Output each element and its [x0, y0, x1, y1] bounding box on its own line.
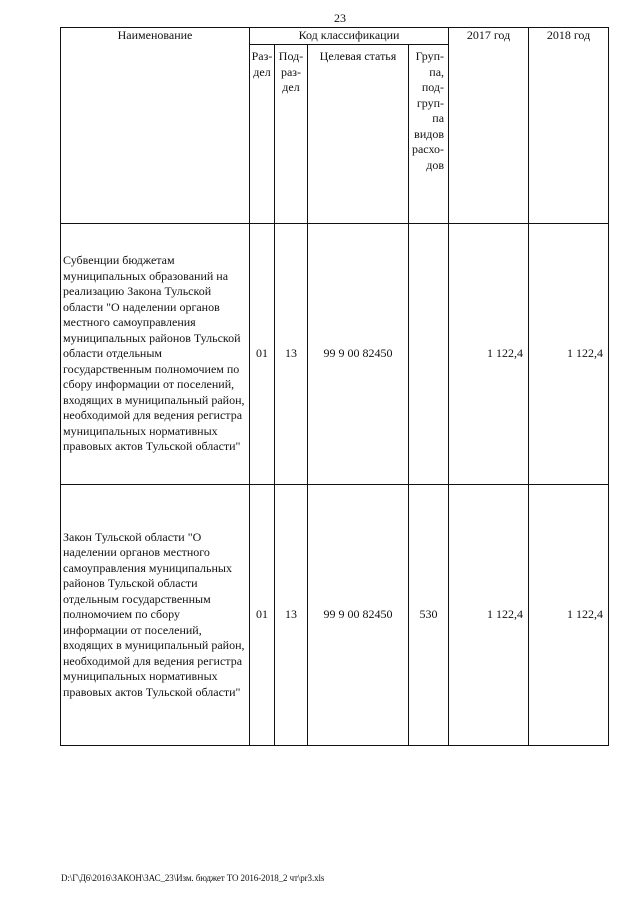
header-classification-code: Код классификации [250, 28, 449, 45]
row-expense-group [409, 224, 449, 485]
row-subsection: 13 [275, 485, 308, 746]
header-expense-group-line: Груп- [415, 49, 445, 63]
header-subsection-line: раз- [280, 64, 302, 79]
header-year-2017: 2017 год [449, 28, 529, 224]
header-subsection [275, 45, 308, 224]
row-name: Закон Тульской области "О наделении органов местного самоуправления муниципальных районов Тульской области отдельным государственным полномочием по сбору информации от поселений, входящих в муниципальный район, необходимой для ведения регистра муниципальных нормативных правовых актов Тульской области" [61, 485, 250, 746]
header-expense-group [409, 45, 449, 224]
row-target-item: 99 9 00 82450 [308, 485, 409, 746]
table-row [61, 485, 609, 746]
header-section [250, 45, 275, 224]
header-year-2018: 2018 год [529, 28, 609, 224]
row-section: 01 [250, 485, 275, 746]
header-name: Наименование [61, 28, 250, 224]
row-target-item: 99 9 00 82450 [308, 224, 409, 485]
header-expense-group-line: дов [426, 157, 445, 172]
header-expense-group-line: расхо- [411, 142, 445, 156]
header-section-line: Раз- [251, 49, 273, 63]
header-subsection-line: дел [282, 80, 300, 94]
header-expense-group-line: груп- [416, 95, 445, 110]
row-amount-2018: 1 122,4 [529, 224, 609, 485]
row-amount-2017: 1 122,4 [449, 485, 529, 746]
row-subsection: 13 [275, 224, 308, 485]
header-expense-group-line: под- [421, 80, 445, 94]
footer-file-path: D:\Г\Д6\2016\ЗАКОН\ЗАС_23\Изм. бюджет ТО 2016-2018_2 чт\pr3.xls [61, 873, 325, 883]
row-name: Субвенции бюджетам муниципальных образований на реализацию Закона Тульской области "О наделении органов местного самоуправления муниципальных районов Тульской области отдельным государственным полномочием по сбору информации от поселений, входящих в муниципальный район, необходимой для ведения регистра муниципальных нормативных правовых актов Тульской области" [61, 224, 250, 485]
header-subsection-line: Под- [278, 49, 304, 63]
table-row [61, 224, 609, 485]
header-expense-group-line: па, [429, 64, 445, 79]
row-section: 01 [250, 224, 275, 485]
budget-table [60, 27, 609, 746]
row-amount-2017: 1 122,4 [449, 224, 529, 485]
header-row [61, 28, 609, 45]
page-number: 23 [334, 11, 346, 25]
header-section-line: дел [253, 64, 271, 79]
header-target-item: Целевая статья [308, 45, 409, 224]
row-amount-2018: 1 122,4 [529, 485, 609, 746]
header-expense-group-line: видов [414, 126, 445, 141]
header-expense-group-line: па [432, 111, 445, 125]
row-expense-group: 530 [409, 485, 449, 746]
